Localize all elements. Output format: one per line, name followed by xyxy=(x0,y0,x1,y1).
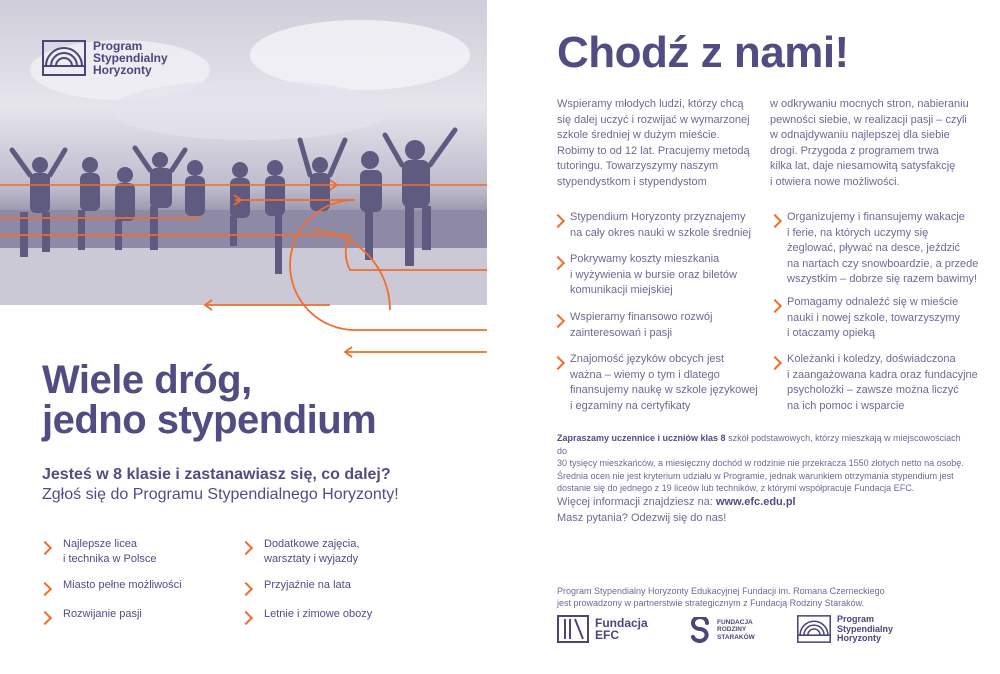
benefit-text: i egzaminy na certyfikaty xyxy=(570,399,691,412)
eligibility-line: Średnia ocen nie jest kryterium udziału w Programie, jednak warunkiem otrzymania stypendium jest xyxy=(557,470,954,481)
benefit-text: i wyżywienia w bursie oraz biletów xyxy=(570,268,737,281)
eligibility-text xyxy=(557,432,969,495)
benefit-item xyxy=(787,210,978,288)
intro-line: Robimy to od 12 lat. Pracujemy metodą xyxy=(557,144,750,157)
benefit-text: i zaangażowana kadra oraz fundacyjne xyxy=(787,368,978,381)
intro-line: szkole średniej w dużym mieście. xyxy=(557,129,720,141)
eligibility-line xyxy=(557,432,969,457)
intro-line: drogi. Przygoda z programem trwa xyxy=(770,144,939,157)
efc-logo-icon xyxy=(557,615,589,643)
benefit-text: Koleżanki i koledzy, doświadczona xyxy=(787,353,956,365)
benefit-text: Stypendium Horyzonty przyznajemy xyxy=(570,211,746,223)
intro-column-2 xyxy=(770,97,969,190)
contact-info xyxy=(557,494,796,526)
horyzonty-logo-icon xyxy=(42,40,86,76)
eligibility-highlight: Zapraszamy uczennice i uczniów klas 8 xyxy=(557,433,726,443)
info-line xyxy=(557,494,796,510)
efc-line-2: EFC xyxy=(595,628,619,642)
logo-line-2: Stypendialny xyxy=(93,51,168,65)
logo-line-3: Horyzonty xyxy=(93,63,152,77)
partnership-footnote xyxy=(557,585,885,609)
benefit-item xyxy=(570,352,758,414)
chevron-right-icon xyxy=(551,356,565,370)
bullet-text: warsztaty i wyjazdy xyxy=(264,553,359,565)
footnote-line: Program Stypendialny Horyzonty Edukacyjnej Fundacji im. Romana Czerneckiego xyxy=(557,586,885,596)
chevron-right-icon xyxy=(38,582,52,596)
benefit-item xyxy=(570,210,751,241)
bullet-item: Rozwijanie pasji xyxy=(63,608,142,620)
benefit-text: Pomagamy odnaleźć się w mieście xyxy=(787,296,959,308)
right-panel xyxy=(487,0,1000,674)
benefit-text: i otaczamy opieką xyxy=(787,327,876,339)
benefit-item xyxy=(787,295,960,342)
contact-question: Masz pytania? Odezwij się do nas! xyxy=(557,512,727,524)
program-logo-text xyxy=(93,40,168,76)
logo-line-1: Program xyxy=(93,39,143,53)
benefit-item xyxy=(787,352,978,414)
eligibility-rest: szkół podstawowych, którzy mieszkają w miejscowościach do xyxy=(557,433,961,456)
benefit-text: żeglować, pływać na desce, jeździć xyxy=(787,242,961,254)
eligibility-line: 30 tysięcy mieszkańców, a miesięczny dochód w rodzinie nie przekracza 1550 złotych netto na osobę. xyxy=(557,458,964,468)
bullet-text: Dodatkowe zajęcia, xyxy=(264,538,360,550)
chevron-right-icon xyxy=(768,356,782,370)
intro-column-1 xyxy=(557,97,750,190)
chevron-right-icon xyxy=(239,611,253,625)
chevron-right-icon xyxy=(239,582,253,596)
horyzonty-logo-icon xyxy=(797,615,831,643)
frs-line-1: FUNDACJA xyxy=(717,618,753,626)
headline-line-2: jedno stypendium xyxy=(42,398,377,442)
benefit-text: Wspieramy finansowo rozwój xyxy=(570,311,713,323)
bullet-item: Letnie i zimowe obozy xyxy=(264,608,373,620)
horyzonty-logo-small xyxy=(797,615,893,644)
eligibility-line: dostanie się do jednego z 19 liceów lub techników, z którymi współpracuje Fundacja EFC. xyxy=(557,483,915,493)
benefit-text: Pokrywamy koszty mieszkania xyxy=(570,253,720,265)
lead-question: Jesteś w 8 klasie i zastanawiasz się, co dalej? xyxy=(42,466,391,483)
benefit-item xyxy=(570,310,712,341)
intro-line: pewności siebie, w realizacji pasji – czyli xyxy=(770,113,967,126)
frs-logo-icon xyxy=(689,617,711,643)
intro-line: w odkrywaniu mocnych stron, nabieraniu xyxy=(770,98,969,110)
bullet-item xyxy=(63,537,157,567)
chevron-right-icon xyxy=(551,256,565,270)
main-headline xyxy=(42,360,376,440)
logo-line-2: Stypendialny xyxy=(837,623,894,634)
intro-line: tutoringu. Towarzyszymy naszym xyxy=(557,160,719,172)
logo-line-3: Horyzonty xyxy=(837,633,882,643)
frs-logo-text xyxy=(717,619,755,642)
horyzonty-small-text xyxy=(837,615,893,644)
intro-line: kilka lat, daje niesamowitą satysfakcję xyxy=(770,160,956,172)
benefit-text: Organizujemy i finansujemy wakacje xyxy=(787,211,965,223)
frs-line-3: STARAKÓW xyxy=(717,633,755,641)
headline-line-1: Wiele dróg, xyxy=(42,358,252,402)
benefit-text: komunikacji miejskiej xyxy=(570,284,673,296)
frs-line-2: RODZINY xyxy=(717,626,747,634)
benefit-item xyxy=(570,252,737,299)
intro-line: się dalej uczyć i rozwijać w wymarzonej xyxy=(557,113,750,126)
logo-line-1: Program xyxy=(837,614,875,624)
footnote-line: jest prowadzony w partnerstwie strategicznym z Fundacją Rodziny Staraków. xyxy=(557,598,865,608)
chevron-right-icon xyxy=(38,611,52,625)
efc-logo-text xyxy=(595,617,648,641)
benefit-text: Znajomość języków obcych jest xyxy=(570,353,725,365)
bullet-item xyxy=(264,537,359,567)
right-title: Chodź z nami! xyxy=(557,28,849,77)
bullet-item: Miasto pełne możliwości xyxy=(63,579,182,591)
bullet-text: i technika w Polsce xyxy=(63,553,157,565)
program-logo xyxy=(42,40,168,76)
benefit-text: zainteresowań i pasji xyxy=(570,326,673,339)
intro-line: stypendystkom i stypendystom xyxy=(557,175,707,188)
chevron-right-icon xyxy=(551,314,565,328)
info-prefix: Więcej informacji znajdziesz na: xyxy=(557,496,716,508)
benefit-text: nauki i nowej szkole, towarzyszymy xyxy=(787,311,961,324)
efc-logo xyxy=(557,615,648,643)
website-link[interactable]: www.efc.edu.pl xyxy=(715,496,796,508)
chevron-right-icon xyxy=(239,541,253,555)
orange-path-arrows xyxy=(0,150,487,380)
benefit-text: psycholożki – zawsze można liczyć xyxy=(787,384,959,396)
partner-logos xyxy=(557,615,977,647)
lead-invitation: Zgłoś się do Programu Stypendialnego Horyzonty! xyxy=(42,486,399,503)
benefit-text: ważna – wiemy o tym i dlatego xyxy=(570,368,720,381)
intro-line: Wspieramy młodych ludzi, którzy chcą xyxy=(557,98,744,110)
benefit-text: finansujemy naukę w szkole językowej xyxy=(570,384,758,396)
frs-logo xyxy=(689,617,755,643)
benefit-text: wszystkim – dobrze się razem bawimy! xyxy=(787,273,978,285)
left-panel xyxy=(0,0,487,674)
benefit-text: na cały okres nauki w szkole średniej xyxy=(570,226,751,239)
benefit-text: na nartach czy snowboardzie, a przede xyxy=(787,257,979,270)
benefit-text: i ferie, na których uczymy się xyxy=(787,226,929,239)
bullet-text: Najlepsze licea xyxy=(63,538,137,550)
chevron-right-icon xyxy=(768,299,782,313)
chevron-right-icon xyxy=(551,214,565,228)
benefit-text: na ich pomoc i wsparcie xyxy=(787,399,905,412)
chevron-right-icon xyxy=(768,214,782,228)
efc-line-1: Fundacja xyxy=(595,616,648,630)
intro-line: i otwiera nowe możliwości. xyxy=(770,175,900,188)
bullet-item: Przyjaźnie na lata xyxy=(264,579,351,591)
chevron-right-icon xyxy=(38,541,52,555)
intro-line: w odnajdywaniu najlepszej dla siebie xyxy=(770,129,950,141)
